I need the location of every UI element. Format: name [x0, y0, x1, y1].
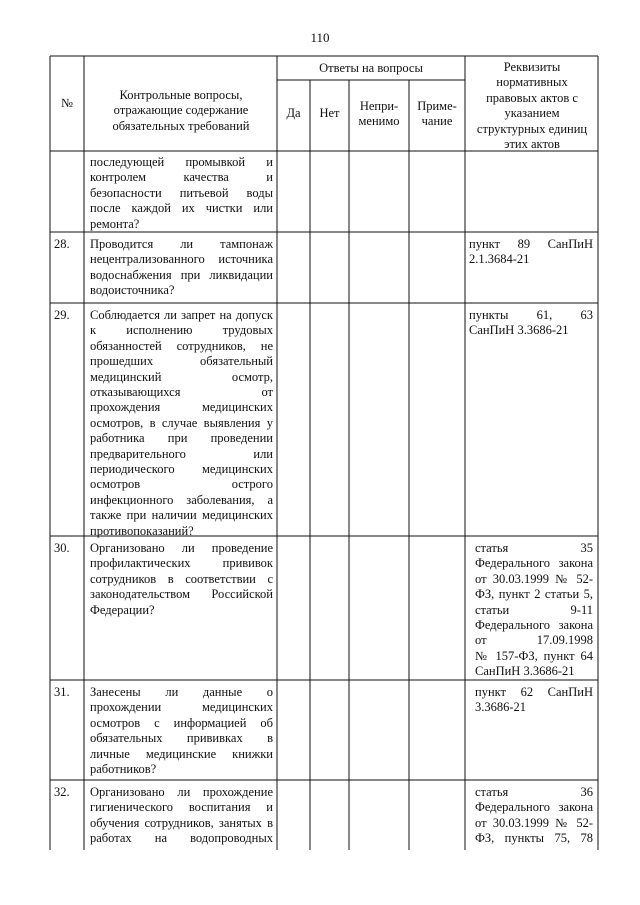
row-29-q-line: Соблюдается ли запрет на допуск	[90, 308, 273, 322]
row-31-q-line: Занесены ли данные о	[90, 685, 273, 699]
row-32-question	[90, 785, 273, 847]
row-28-r-line: пункт 89 СанПиН	[469, 237, 593, 251]
header-no: Нет	[319, 106, 340, 120]
row-28-number: 28.	[54, 237, 70, 251]
row-31-q-line: обязательных прививках в	[90, 731, 273, 746]
row-32-q-line: гигиенического воспитания и	[90, 800, 273, 815]
row-31-question	[90, 685, 273, 777]
row-29-q-line: периодического медицинских	[90, 462, 273, 477]
row-29-q-line: работника при проведении	[90, 431, 273, 446]
row-29-q-line: обязанностей сотрудников, не	[90, 338, 273, 353]
page-number: 110	[310, 30, 330, 45]
row-29-r-last: СанПиН 3.3686-21	[469, 323, 569, 338]
row-30-r-line: от 30.03.1999 № 52-	[475, 571, 593, 586]
row-31-r-line: пункт 62 СанПиН	[475, 685, 593, 699]
header-note-line1: Приме-	[417, 99, 457, 113]
row-0-q-line: последующей промывкой и	[90, 155, 273, 169]
row-0-q-line: контролем качества и	[90, 170, 273, 185]
row-30-question	[90, 541, 273, 618]
row-30-q-last: Федерации?	[90, 602, 155, 617]
header-not-applicable	[349, 99, 409, 130]
row-29-q-line: прохождения медицинских	[90, 400, 273, 415]
header-note	[409, 99, 465, 130]
row-32-q-line: работах на водопроводных	[90, 831, 273, 846]
header-answers: Ответы на вопросы	[319, 61, 423, 75]
row-30-r-line: Федерального закона	[475, 618, 593, 633]
header-yes: Да	[286, 106, 301, 120]
header-na-line2: менимо	[358, 114, 400, 129]
row-29-q-line: предварительного или	[90, 446, 273, 461]
header-questions: Контрольные вопросы, отражающие содержание обязательных требований	[112, 88, 250, 133]
header-na-line1: Непри-	[359, 99, 399, 113]
row-29-q-line: к исполнению трудовых	[90, 323, 273, 338]
row-31-q-last: работников?	[90, 762, 157, 777]
row-32-r-line: статья 36	[475, 785, 593, 799]
row-30-q-line: профилактических прививок	[90, 556, 273, 571]
row-29-q-line: инфекционного заболевания, а	[90, 492, 273, 507]
row-28-q-last: водоисточника?	[90, 283, 175, 298]
row-31-requisites	[475, 685, 593, 716]
row-31-q-line: прохождении медицинских	[90, 700, 273, 715]
header-num: №	[61, 96, 73, 110]
row-29-requisites	[469, 308, 593, 339]
row-30-number: 30.	[54, 541, 70, 555]
row-29-r-line: пункты 61, 63	[469, 308, 593, 322]
row-29-q-line: осмотров, в случае выявления у	[90, 415, 273, 430]
row-31-q-line: осмотров с информацией об	[90, 715, 273, 730]
row-28-requisites	[469, 237, 593, 268]
row-28-r-last: 2.1.3684-21	[469, 252, 530, 267]
row-30-r-line: Федерального закона	[475, 556, 593, 571]
row-32-r-line: ФЗ, пункты 75, 78	[475, 831, 593, 846]
row-31-number: 31.	[54, 685, 70, 699]
row-30-r-line: № 157-ФЗ, пункт 64	[475, 648, 593, 663]
row-30-r-line: статьи 9-11	[475, 602, 593, 617]
header-requisites: Реквизиты нормативных правовых актов с указанием структурных единиц этих актов	[476, 60, 588, 152]
row-32-requisites	[475, 785, 593, 847]
row-32-number: 32.	[54, 785, 70, 799]
row-29-q-line: отказывающихся от	[90, 385, 273, 400]
row-30-q-line: сотрудников в соответствии с	[90, 571, 273, 586]
row-31-r-last: 3.3686-21	[475, 700, 527, 715]
row-28-q-line: нецентрализованного источника	[90, 252, 273, 267]
header-note-line2: чание	[421, 114, 453, 129]
row-28-question	[90, 237, 273, 299]
row-0-q-last: ремонта?	[90, 216, 140, 231]
row-31-q-line: личные медицинские книжки	[90, 746, 273, 761]
row-29-q-line: прошедших обязательный	[90, 354, 273, 369]
row-29-q-last: противопоказаний?	[90, 523, 194, 538]
row-30-r-line: ФЗ, пункт 2 статьи 5,	[475, 587, 593, 602]
row-32-r-line: от 30.03.1999 № 52-	[475, 815, 593, 830]
row-0-question	[90, 155, 273, 232]
row-29-q-line: также при наличии медицинских	[90, 508, 273, 523]
row-30-r-line: от 17.09.1998	[475, 633, 593, 648]
row-0-q-line: после каждой их чистки или	[90, 201, 273, 216]
row-28-q-line: водоснабжения при ликвидации	[90, 267, 273, 282]
row-29-number: 29.	[54, 308, 70, 322]
row-30-q-line: законодательством Российской	[90, 587, 273, 602]
row-32-q-line: Организовано ли прохождение	[90, 785, 273, 799]
row-0-q-line: безопасности питьевой воды	[90, 185, 273, 200]
row-32-r-line: Федерального закона	[475, 800, 593, 815]
row-30-r-last: СанПиН 3.3686-21	[475, 664, 575, 679]
row-30-requisites	[475, 541, 593, 680]
row-28-q-line: Проводится ли тампонаж	[90, 237, 273, 251]
row-32-q-line: обучения сотрудников, занятых в	[90, 815, 273, 830]
row-30-q-line: Организовано ли проведение	[90, 541, 273, 555]
row-29-question	[90, 308, 273, 539]
row-29-q-line: осмотров острого	[90, 477, 273, 492]
row-29-q-line: медицинский осмотр,	[90, 369, 273, 384]
row-30-r-line: статья 35	[475, 541, 593, 555]
